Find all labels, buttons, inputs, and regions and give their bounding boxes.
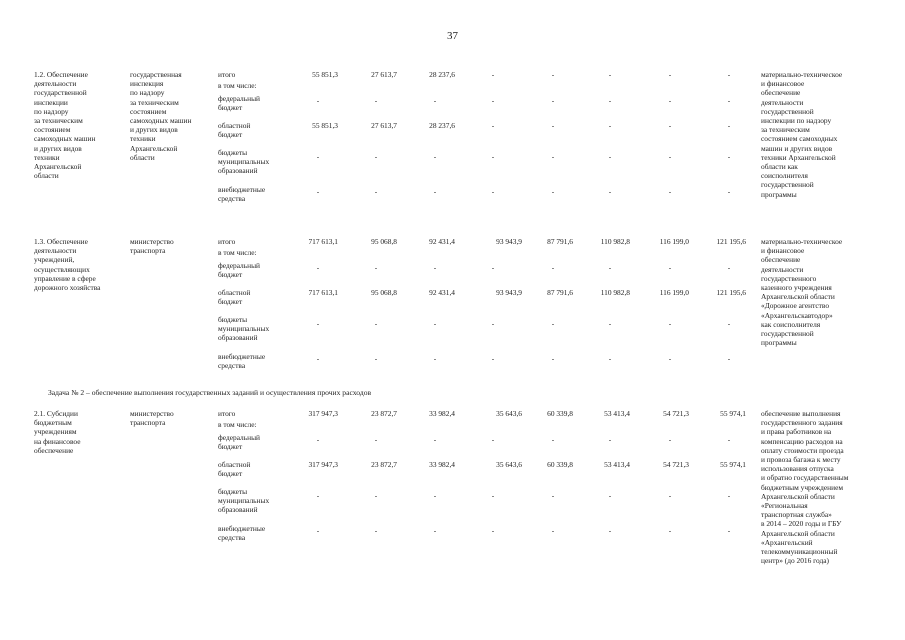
row-result-line: материально-техническое	[761, 70, 843, 79]
extra-dash: -	[491, 526, 495, 535]
federal-dash: -	[551, 435, 555, 444]
oblast-dash: -	[727, 121, 731, 130]
itogo-value: 87 791,6	[547, 237, 573, 246]
fund-label-extra: средства	[218, 194, 246, 204]
fund-label-incl: в том числе:	[218, 248, 257, 257]
fund-label-oblast: областной	[218, 460, 251, 469]
itogo-value: 55 851,3	[312, 70, 338, 79]
municipal-dash: -	[551, 152, 555, 161]
row-result-line: и обратно государственным	[761, 473, 849, 483]
row-name-line: Архангельской	[34, 162, 82, 171]
fund-label-municipal: муниципальных	[218, 324, 270, 334]
federal-dash: -	[608, 435, 612, 444]
row-result-line: деятельности	[761, 264, 804, 274]
row-executor-line: инспекция	[130, 79, 164, 89]
row-result-line: техники Архангельской	[761, 152, 836, 162]
fund-label-itogo: итого	[218, 237, 236, 246]
oblast-value: 28 237,6	[429, 121, 455, 130]
row-result-line: государственного задания	[761, 418, 843, 428]
federal-dash: -	[433, 96, 437, 105]
municipal-dash: -	[668, 152, 672, 161]
row-name-line: управление в сфере	[34, 273, 96, 283]
oblast-value: 87 791,6	[547, 288, 573, 297]
row-result-line: состоянием самоходных	[761, 134, 838, 144]
municipal-dash: -	[551, 491, 555, 500]
itogo-dash: -	[551, 70, 555, 79]
row-result-line: программы	[761, 338, 797, 348]
row-name-line: области	[34, 171, 59, 181]
oblast-value: 55 851,3	[312, 121, 338, 130]
fund-label-federal: федеральный	[218, 433, 260, 442]
fund-label-municipal: муниципальных	[218, 496, 270, 506]
municipal-dash: -	[491, 319, 495, 328]
federal-dash: -	[608, 96, 612, 105]
row-result-line: использования отпуска	[761, 464, 834, 474]
row-result-line: Архангельской области	[761, 528, 835, 538]
row-result-line: государственной	[761, 106, 814, 116]
itogo-value: 121 195,6	[716, 237, 746, 246]
oblast-value: 53 413,4	[604, 460, 630, 469]
row-result-line: материально-техническое	[761, 237, 843, 246]
municipal-dash: -	[608, 491, 612, 500]
row-name-line: состоянием	[34, 125, 71, 135]
row-name-line: самоходных машин	[34, 134, 96, 144]
extra-dash: -	[374, 526, 378, 535]
itogo-value: 92 431,4	[429, 237, 455, 246]
municipal-dash: -	[316, 319, 320, 328]
row-executor-line: транспорта	[130, 246, 166, 256]
row-name-line: дорожного хозяйства	[34, 283, 101, 292]
extra-dash: -	[668, 187, 672, 196]
fund-label-extra: средства	[218, 533, 246, 543]
row-executor-line: министерство	[130, 409, 174, 418]
fund-label-municipal: муниципальных	[218, 157, 270, 167]
row-result-line: Архангельской области	[761, 292, 835, 302]
row-result-line: государственного	[761, 273, 817, 283]
itogo-value: 110 982,8	[600, 237, 630, 246]
fund-label-municipal: образований	[218, 505, 258, 515]
fund-label-federal: федеральный	[218, 94, 260, 103]
fund-label-oblast: бюджет	[218, 297, 243, 307]
itogo-value: 54 721,3	[663, 409, 689, 418]
row-executor-line: самоходных машин	[130, 116, 192, 125]
row-result-line: в 2014 – 2020 годы и ГБУ	[761, 519, 842, 529]
itogo-value: 317 947,3	[308, 409, 338, 418]
itogo-dash: -	[491, 70, 495, 79]
federal-dash: -	[551, 96, 555, 105]
fund-label-oblast: областной	[218, 121, 251, 130]
itogo-value: 35 643,6	[496, 409, 522, 418]
municipal-dash: -	[668, 491, 672, 500]
oblast-value: 121 195,6	[716, 288, 746, 297]
row-result-line: казенного учреждения	[761, 283, 832, 292]
fund-label-federal: федеральный	[218, 261, 260, 270]
itogo-dash: -	[608, 70, 612, 79]
federal-dash: -	[374, 263, 378, 272]
federal-dash: -	[316, 435, 320, 444]
itogo-dash: -	[668, 70, 672, 79]
itogo-value: 95 068,8	[371, 237, 397, 246]
oblast-dash: -	[551, 121, 555, 130]
extra-dash: -	[316, 354, 320, 363]
federal-dash: -	[727, 96, 731, 105]
fund-label-federal: бюджет	[218, 103, 243, 113]
fund-label-federal: бюджет	[218, 442, 243, 452]
oblast-dash: -	[608, 121, 612, 130]
extra-dash: -	[316, 526, 320, 535]
row-result-line: деятельности	[761, 97, 804, 107]
row-result-line: центр» (до 2016 года)	[761, 556, 829, 566]
extra-dash: -	[727, 187, 731, 196]
municipal-dash: -	[608, 152, 612, 161]
federal-dash: -	[727, 435, 731, 444]
oblast-value: 54 721,3	[663, 460, 689, 469]
fund-label-municipal: бюджеты	[218, 315, 248, 324]
row-result-line: обеспечение	[761, 255, 801, 265]
municipal-dash: -	[374, 319, 378, 328]
row-result-line: за техническим	[761, 125, 810, 135]
oblast-value: 95 068,8	[371, 288, 397, 297]
row-name-line: и других видов	[34, 143, 82, 153]
row-name-line: деятельности	[34, 246, 77, 256]
municipal-dash: -	[433, 319, 437, 328]
fund-label-extra: средства	[218, 361, 246, 371]
row-executor-line: за техническим	[130, 97, 179, 107]
row-executor-line: Архангельской	[130, 143, 178, 153]
fund-label-municipal: образований	[218, 166, 258, 176]
itogo-value: 55 974,1	[720, 409, 746, 418]
row-result-line: программы	[761, 189, 797, 199]
row-name-line: по надзору	[34, 106, 69, 116]
itogo-value: 93 943,9	[496, 237, 522, 246]
oblast-value: 92 431,4	[429, 288, 455, 297]
row-name-line: техники	[34, 152, 60, 162]
oblast-value: 116 199,0	[659, 288, 689, 297]
municipal-dash: -	[727, 319, 731, 328]
fund-label-incl: в том числе:	[218, 420, 257, 429]
row-result-line: Архангельской области	[761, 491, 835, 501]
extra-dash: -	[727, 526, 731, 535]
fund-label-extra: внебюджетные	[218, 352, 266, 361]
oblast-value: 35 643,6	[496, 460, 522, 469]
fund-label-municipal: бюджеты	[218, 148, 248, 157]
federal-dash: -	[727, 263, 731, 272]
extra-dash: -	[433, 526, 437, 535]
extra-dash: -	[668, 526, 672, 535]
row-name-line: на финансовое	[34, 436, 81, 446]
fund-label-itogo: итого	[218, 409, 236, 418]
extra-dash: -	[727, 354, 731, 363]
federal-dash: -	[668, 435, 672, 444]
row-result-line: области как	[761, 162, 798, 171]
task-2-title: Задача № 2 – обеспечение выполнения государственных заданий и осуществления прочих расходов	[48, 388, 372, 397]
federal-dash: -	[374, 96, 378, 105]
row-result-line: «Архангельский	[761, 537, 813, 547]
federal-dash: -	[316, 263, 320, 272]
page-number: 37	[447, 30, 458, 42]
row-name-line: учреждениям	[34, 427, 77, 437]
fund-label-municipal: образований	[218, 333, 258, 343]
fund-label-itogo: итого	[218, 70, 236, 79]
itogo-value: 33 982,4	[429, 409, 455, 418]
itogo-value: 60 339,8	[547, 409, 573, 418]
municipal-dash: -	[316, 152, 320, 161]
row-executor-line: состоянием	[130, 106, 167, 116]
fund-label-oblast: областной	[218, 288, 251, 297]
row-result-line: соисполнителя	[761, 171, 808, 181]
federal-dash: -	[491, 96, 495, 105]
row-executor-line: министерство	[130, 237, 174, 246]
row-result-line: транспортная служба»	[761, 510, 832, 520]
oblast-dash: -	[491, 121, 495, 130]
extra-dash: -	[316, 187, 320, 196]
extra-dash: -	[551, 187, 555, 196]
row-name-line: 2.1. Субсидии	[34, 409, 78, 418]
federal-dash: -	[316, 96, 320, 105]
itogo-dash: -	[727, 70, 731, 79]
federal-dash: -	[433, 263, 437, 272]
fund-label-extra: внебюджетные	[218, 524, 266, 533]
row-name-line: за техническим	[34, 116, 83, 125]
oblast-value: 110 982,8	[600, 288, 630, 297]
oblast-value: 27 613,7	[371, 121, 397, 130]
extra-dash: -	[491, 187, 495, 196]
municipal-dash: -	[491, 152, 495, 161]
federal-dash: -	[668, 263, 672, 272]
oblast-dash: -	[668, 121, 672, 130]
row-name-line: обеспечение	[34, 445, 74, 455]
extra-dash: -	[608, 354, 612, 363]
row-executor-line: государственная	[130, 70, 182, 79]
row-result-line: государственной	[761, 180, 814, 190]
municipal-dash: -	[316, 491, 320, 500]
municipal-dash: -	[374, 152, 378, 161]
row-result-line: бюджетным учреждением	[761, 482, 844, 492]
fund-label-extra: внебюджетные	[218, 185, 266, 194]
municipal-dash: -	[608, 319, 612, 328]
extra-dash: -	[668, 354, 672, 363]
row-executor-line: по надзору	[130, 88, 165, 98]
row-result-line: «Дорожное агентство	[761, 301, 830, 311]
row-name-line: учреждений,	[34, 255, 75, 265]
row-name-line: государственной	[34, 88, 87, 98]
row-name-line: деятельности	[34, 79, 77, 89]
oblast-value: 317 947,3	[308, 460, 338, 469]
extra-dash: -	[491, 354, 495, 363]
row-name-line: инспекции	[34, 97, 68, 107]
row-result-line: и права работников на	[761, 427, 832, 437]
row-result-line: и финансовое	[761, 79, 805, 89]
fund-label-oblast: бюджет	[218, 469, 243, 479]
row-executor-line: и других видов	[130, 125, 178, 135]
extra-dash: -	[374, 354, 378, 363]
row-executor-line: области	[130, 152, 155, 162]
federal-dash: -	[433, 435, 437, 444]
fund-label-federal: бюджет	[218, 270, 243, 280]
federal-dash: -	[491, 263, 495, 272]
itogo-value: 28 237,6	[429, 70, 455, 79]
itogo-value: 116 199,0	[659, 237, 689, 246]
oblast-value: 93 943,9	[496, 288, 522, 297]
row-result-line: «Региональная	[761, 501, 808, 510]
extra-dash: -	[374, 187, 378, 196]
extra-dash: -	[433, 354, 437, 363]
row-result-line: обеспечение	[761, 88, 801, 98]
fund-label-incl: в том числе:	[218, 81, 257, 90]
oblast-value: 33 982,4	[429, 460, 455, 469]
row-name-line: 1.3. Обеспечение	[34, 237, 88, 246]
extra-dash: -	[551, 526, 555, 535]
oblast-value: 23 872,7	[371, 460, 397, 469]
municipal-dash: -	[433, 491, 437, 500]
itogo-value: 717 613,1	[308, 237, 338, 246]
extra-dash: -	[608, 187, 612, 196]
row-result-line: «Архангельскавтодор»	[761, 310, 833, 320]
row-executor-line: техники	[130, 134, 156, 144]
fund-label-oblast: бюджет	[218, 130, 243, 140]
fund-label-municipal: бюджеты	[218, 487, 248, 496]
federal-dash: -	[491, 435, 495, 444]
row-result-line: компенсацию расходов на	[761, 436, 843, 446]
municipal-dash: -	[727, 152, 731, 161]
federal-dash: -	[668, 96, 672, 105]
row-name-line: осуществляющих	[34, 264, 90, 274]
row-result-line: оплату стоимости проезда	[761, 445, 844, 455]
row-result-line: машин и других видов	[761, 143, 833, 153]
row-result-line: как соисполнителя	[761, 319, 821, 329]
row-result-line: государственной	[761, 329, 814, 338]
federal-dash: -	[551, 263, 555, 272]
oblast-value: 717 613,1	[308, 288, 338, 297]
municipal-dash: -	[491, 491, 495, 500]
extra-dash: -	[551, 354, 555, 363]
itogo-value: 23 872,7	[371, 409, 397, 418]
extra-dash: -	[433, 187, 437, 196]
municipal-dash: -	[374, 491, 378, 500]
row-name-line: бюджетным	[34, 418, 72, 428]
row-result-line: телекоммуникационный	[761, 547, 838, 556]
row-result-line: обеспечение выполнения	[761, 409, 841, 418]
municipal-dash: -	[433, 152, 437, 161]
row-result-line: инспекции по надзору	[761, 116, 832, 125]
row-executor-line: транспорта	[130, 418, 166, 428]
extra-dash: -	[608, 526, 612, 535]
federal-dash: -	[374, 435, 378, 444]
row-result-line: и финансовое	[761, 246, 805, 256]
oblast-value: 55 974,1	[720, 460, 746, 469]
municipal-dash: -	[668, 319, 672, 328]
municipal-dash: -	[727, 491, 731, 500]
itogo-value: 53 413,4	[604, 409, 630, 418]
row-result-line: и провоза багажа к месту	[761, 455, 841, 464]
itogo-value: 27 613,7	[371, 70, 397, 79]
federal-dash: -	[608, 263, 612, 272]
row-name-line: 1.2. Обеспечение	[34, 70, 88, 79]
oblast-value: 60 339,8	[547, 460, 573, 469]
municipal-dash: -	[551, 319, 555, 328]
